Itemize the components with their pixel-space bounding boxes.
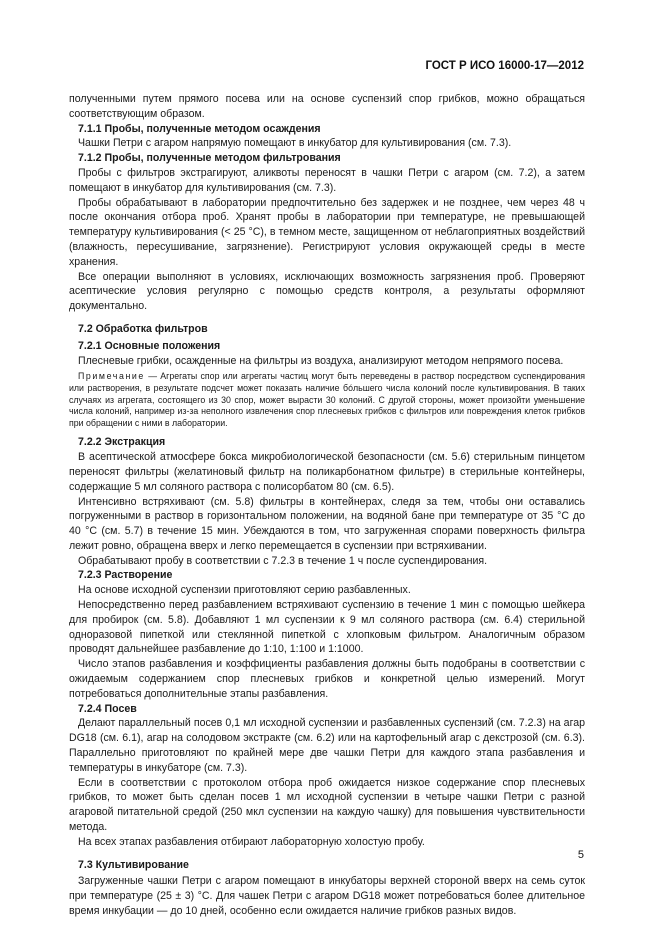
- paragraph: На всех этапах разбавления отбирают лабораторную холостую пробу.: [78, 835, 425, 848]
- paragraph: Загруженные чашки Петри с агаром помещают в инкубаторы верхней стороной вверх на семь суток при температуре (25 ± 3) °С. Для чашек Петри с агаром DG18 может потребоваться более длительное время инкубации — до 10 дней, особенно если ожидается наличие грибков разных видов.: [69, 875, 585, 918]
- paragraph: полученными путем прямого посева или на основе суспензий спор грибков, можно обращаться соответствующим образом.: [69, 93, 585, 120]
- paragraph: Если в соответствии с протоколом отбора проб ожидается низкое содержание спор плесневых грибков, то может быть сделан посев 1 мл исходной суспензии в четыре чашки Петри с разной агаровой питательной средой (250 мкл суспензии на каждую чашку) для повышения чувствительности метода.: [69, 776, 585, 834]
- heading-7-2-2: 7.2.2 Экстракция: [78, 436, 166, 449]
- heading-7-1-1: 7.1.1 Пробы, полученные методом осаждения: [78, 122, 321, 135]
- paragraph: Чашки Петри с агаром напрямую помещают в инкубатор для культивирования (см. 7.3).: [78, 137, 512, 150]
- heading-7-3: 7.3 Культивирование: [78, 858, 189, 871]
- paragraph: Число этапов разбавления и коэффициенты разбавления должны быть подобраны в соответствии с ожидаемым содержанием спор плесневых грибков и конкретной целью измерений. Могут потребоваться дополнительные этапы разбавления.: [69, 658, 585, 700]
- note: [69, 371, 585, 429]
- heading-7-2: 7.2 Обработка фильтров: [78, 322, 208, 335]
- paragraph: Все операции выполняют в условиях, исключающих возможность загрязнения проб. Проверяют асептические условия регулярно с помощью средств контроля, а результаты оформляют документально.: [69, 270, 585, 313]
- heading-7-2-3: 7.2.3 Растворение: [78, 569, 173, 582]
- paragraph: Пробы с фильтров экстрагируют, аликвоты переносят в чашки Петри с агаром (см. 7.2), а затем помещают в инкубатор для культивирования (см. 7.3).: [69, 166, 585, 194]
- heading-7-2-1: 7.2.1 Основные положения: [78, 339, 221, 352]
- note-text: — Агрегаты спор или агрегаты частиц могут быть переведены в раствор посредством суспендирования или растворения, в результате подсчет может показать наличие бóльшего числа колоний после культивирования. В таких случаях из агрегата, состоящего из 30 спор, может вырасти 30 колоний. С другой стороны, может произойти уменьшение числа колоний, например из-за неполного извлечения спор плесневых грибков с фильтров или повреждения клеток грибков при обращении с ними в лаборатории.: [69, 371, 585, 428]
- paragraph: Непосредственно перед разбавлением встряхивают суспензию в течение 1 мин с помощью шейкера для пробирок (см. 5.8). Добавляют 1 мл суспензии к 9 мл соляного раствора (см. 6.4) стерильной одноразовой пипеткой или стеклянной пипеткой с хлопковым фильтром. Аналогичным образом проводят дальнейшее разбавление до 1:10, 1:100 и 1:1000.: [69, 599, 585, 656]
- paragraph: На основе исходной суспензии приготовляют серию разбавленных.: [78, 584, 411, 597]
- standard-header: ГОСТ Р ИСО 16000-17—2012: [425, 60, 584, 72]
- paragraph: Пробы обрабатывают в лаборатории предпочтительно без задержек и не позднее, чем через 48 ч после окончания отбора проб. Хранят пробы в лаборатории при температуре, не превышающей температуру культивирования (< 25 °С), в темном месте, защищенном от неблагоприятных воздействий (влажность, пересушивание, загрязнение). Регистрируют условия окружающей среды в месте хранения.: [69, 196, 585, 268]
- heading-7-2-4: 7.2.4 Посев: [78, 702, 137, 715]
- heading-7-1-2: 7.1.2 Пробы, полученные методом фильтрования: [78, 152, 341, 165]
- paragraph: В асептической атмосфере бокса микробиологической безопасности (см. 5.6) стерильным пинцетом переносят фильтры (желатиновый фильтр на поликарбонатном фильтре) в стерильные контейнеры, содержащие 5 мл соляного раствора с полисорбатом 80 (см. 6.5).: [69, 451, 585, 493]
- paragraph: Обрабатывают пробу в соответствии с 7.2.3 в течение 1 ч после суспендирования.: [78, 554, 488, 567]
- page-number: 5: [577, 849, 584, 861]
- note-label: Примечание: [78, 371, 145, 382]
- paragraph: Плесневые грибки, осажденные на фильтры из воздуха, анализируют методом непрямого посева.: [78, 354, 564, 367]
- paragraph: Интенсивно встряхивают (см. 5.8) фильтры в контейнерах, следя за тем, чтобы они оставались погруженными в раствор в горизонтальном положении, на водяной бане при температуре от 35 °С до 40 °С (см. 5.7) в течение 15 мин. Убеждаются в том, что загруженная спорами поверхность фильтра лежит ровно, обращена вверх и легко перемещается в суспензии при встряхивании.: [69, 495, 585, 552]
- document-body: [69, 92, 585, 919]
- paragraph: Делают параллельный посев 0,1 мл исходной суспензии и разбавленных суспензий (см. 7.2.3) на агар DG18 (см. 6.1), агар на солодовом экстракте (см. 6.2) или на картофельный агар с декстрозой (см. 6.3). Параллельно приготовляют по крайней мере две чашки Петри для каждого этапа разбавления и температуры в инкубаторе (см. 7.3).: [69, 717, 585, 774]
